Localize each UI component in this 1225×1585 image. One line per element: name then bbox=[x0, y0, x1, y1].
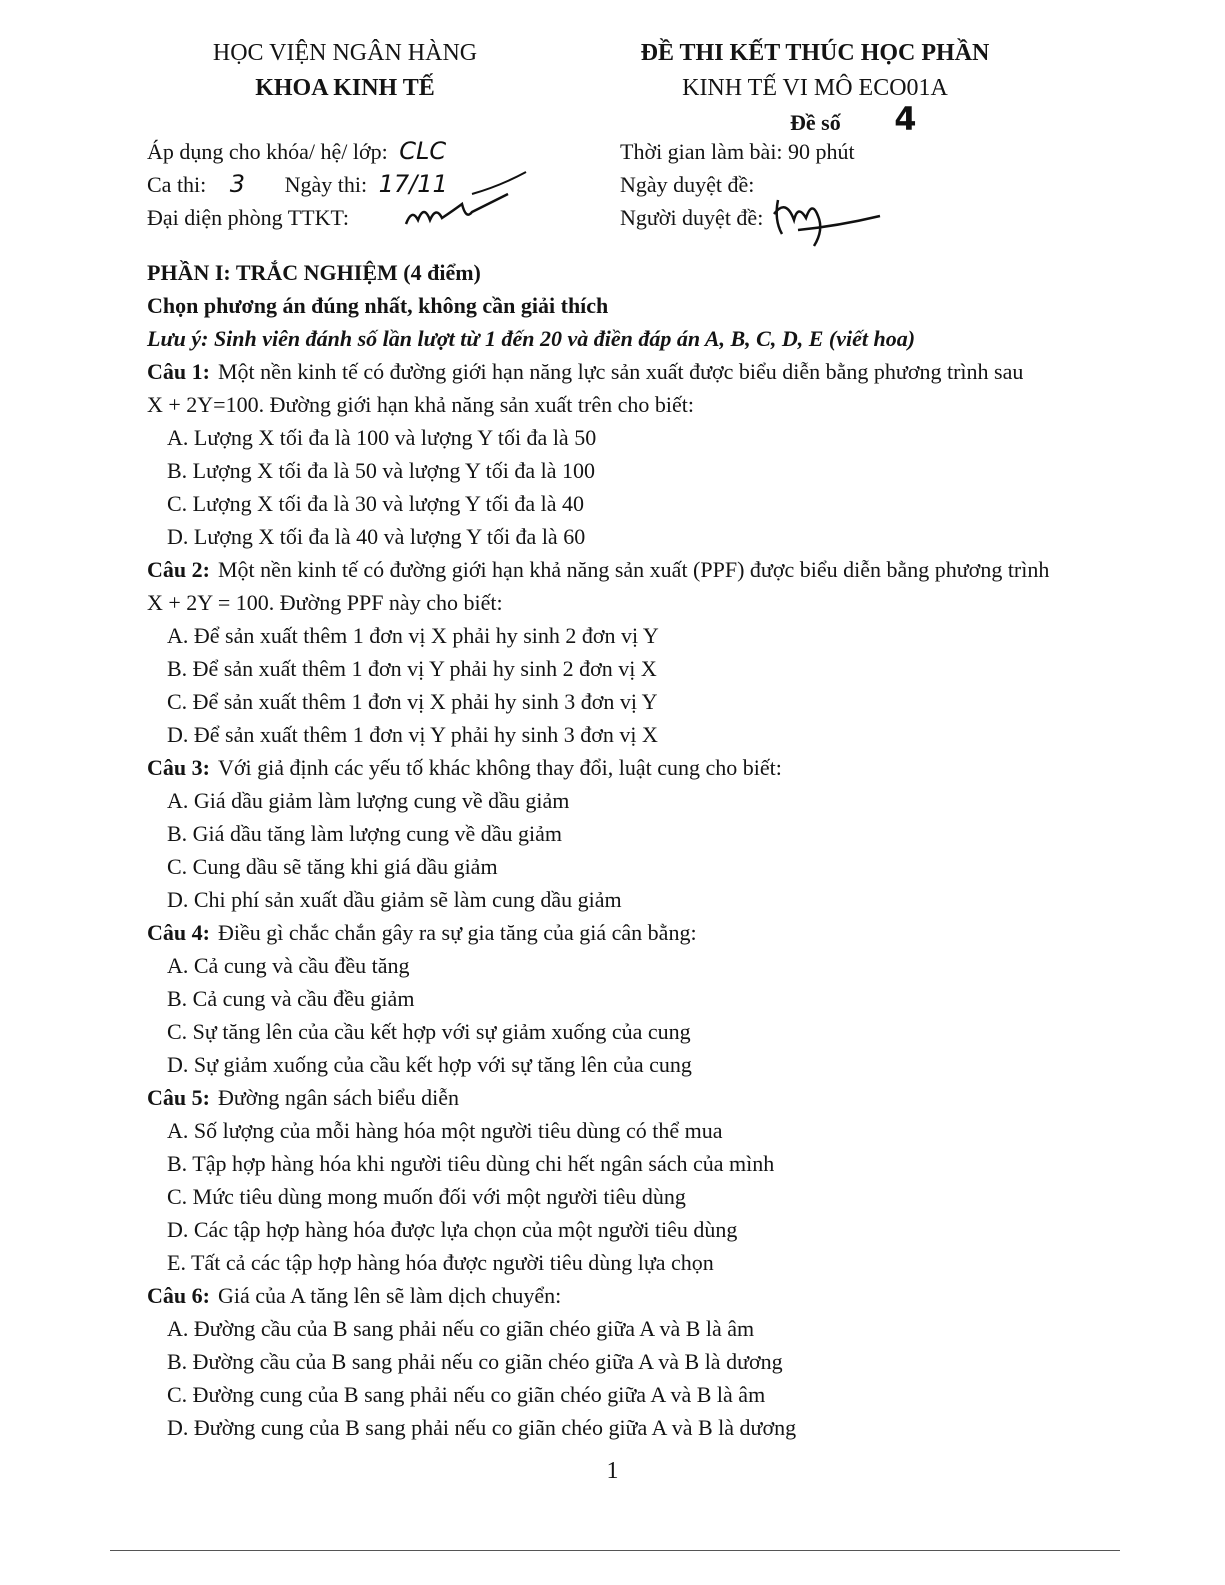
question-label: Câu 2: bbox=[147, 557, 210, 582]
answer-option: D. Sự giảm xuống của cầu kết hợp với sự tăng lên của cung bbox=[167, 1052, 692, 1077]
answer-option: C. Lượng X tối đa là 30 và lượng Y tối đa là 40 bbox=[167, 491, 584, 516]
part-instruction: Chọn phương án đúng nhất, không cần giải thích bbox=[147, 293, 609, 318]
time-label: Thời gian làm bài: 90 phút bbox=[620, 139, 855, 164]
exam-code-label: Đề số bbox=[790, 110, 841, 135]
exam-title: ĐỀ THI KẾT THÚC HỌC PHẦN bbox=[640, 40, 990, 66]
answer-option: B. Cả cung và cầu đều giảm bbox=[167, 986, 415, 1011]
question-label: Câu 4: bbox=[147, 920, 210, 945]
institution-name: HỌC VIỆN NGÂN HÀNG bbox=[212, 40, 478, 66]
faculty-name: KHOA KINH TẾ bbox=[255, 75, 435, 101]
page-number: 1 bbox=[606, 1458, 619, 1484]
answer-option: B. Để sản xuất thêm 1 đơn vị Y phải hy sinh 2 đơn vị X bbox=[167, 656, 657, 681]
question-4 bbox=[147, 916, 1107, 949]
answer-option: C. Để sản xuất thêm 1 đơn vị X phải hy sinh 3 đơn vị Y bbox=[167, 689, 658, 714]
answer-option: A. Giá dầu giảm làm lượng cung về dầu giảm bbox=[167, 788, 570, 813]
answer-option: D. Để sản xuất thêm 1 đơn vị Y phải hy sinh 3 đơn vị X bbox=[167, 722, 658, 747]
exam-code bbox=[790, 100, 916, 138]
rep-label: Đại diện phòng TTKT: bbox=[147, 205, 349, 230]
answer-option: B. Đường cầu của B sang phải nếu co giãn chéo giữa A và B là dương bbox=[167, 1349, 783, 1374]
approval-date-label: Ngày duyệt đề: bbox=[620, 172, 755, 197]
question-text: Một nền kinh tế có đường giới hạn năng lực sản xuất được biểu diễn bằng phương trình sau bbox=[217, 359, 1024, 384]
question-label: Câu 5: bbox=[147, 1085, 210, 1110]
answer-option: C. Mức tiêu dùng mong muốn đối với một người tiêu dùng bbox=[167, 1184, 686, 1209]
date-value: 17/11 bbox=[378, 170, 448, 198]
question-text: Một nền kinh tế có đường giới hạn khả năng sản xuất (PPF) được biểu diễn bằng phương trình bbox=[217, 557, 1050, 582]
answer-option: D. Chi phí sản xuất dầu giảm sẽ làm cung dầu giảm bbox=[167, 887, 622, 912]
answer-option: D. Lượng X tối đa là 40 và lượng Y tối đa là 60 bbox=[167, 524, 586, 549]
answer-option: C. Đường cung của B sang phải nếu co giãn chéo giữa A và B là âm bbox=[167, 1382, 766, 1407]
question-label: Câu 3: bbox=[147, 755, 210, 780]
course-value: CLC bbox=[399, 137, 447, 165]
answer-option: E. Tất cả các tập hợp hàng hóa được người tiêu dùng lựa chọn bbox=[167, 1250, 714, 1275]
question-text-cont: X + 2Y = 100. Đường PPF này cho biết: bbox=[147, 590, 503, 615]
question-text: Đường ngân sách biểu diễn bbox=[217, 1085, 460, 1110]
question-text: Với giả định các yếu tố khác không thay đổi, luật cung cho biết: bbox=[217, 755, 782, 780]
question-text-cont: X + 2Y=100. Đường giới hạn khả năng sản xuất trên cho biết: bbox=[147, 392, 694, 417]
rep-signature bbox=[402, 190, 512, 230]
answer-option: A. Để sản xuất thêm 1 đơn vị X phải hy sinh 2 đơn vị Y bbox=[167, 623, 659, 648]
date-label: Ngày thi: bbox=[284, 172, 368, 197]
exam-code-value: 4 bbox=[894, 100, 917, 138]
part-title: PHẦN I: TRẮC NGHIỆM (4 điểm) bbox=[147, 260, 481, 285]
approver-label: Người duyệt đề: bbox=[620, 205, 764, 230]
answer-option: A. Đường cầu của B sang phải nếu co giãn chéo giữa A và B là âm bbox=[167, 1316, 755, 1341]
course-label: Áp dụng cho khóa/ hệ/ lớp: bbox=[147, 139, 388, 164]
shift-value: 3 bbox=[229, 170, 246, 198]
footer-divider bbox=[110, 1550, 1120, 1551]
answer-option: B. Giá dầu tăng làm lượng cung về dầu giảm bbox=[167, 821, 563, 846]
shift-label: Ca thi: bbox=[147, 172, 207, 197]
question-text: Giá của A tăng lên sẽ làm dịch chuyển: bbox=[217, 1283, 562, 1308]
question-6 bbox=[147, 1279, 1107, 1312]
answer-option: A. Số lượng của mỗi hàng hóa một người tiêu dùng có thể mua bbox=[167, 1118, 723, 1143]
answer-option: C. Cung dầu sẽ tăng khi giá dầu giảm bbox=[167, 854, 498, 879]
question-1 bbox=[147, 355, 1107, 388]
answer-option: A. Lượng X tối đa là 100 và lượng Y tối đa là 50 bbox=[167, 425, 597, 450]
exam-content bbox=[147, 256, 1107, 1444]
question-text: Điều gì chắc chắn gây ra sự gia tăng của giá cân bằng: bbox=[217, 920, 697, 945]
question-label: Câu 6: bbox=[147, 1283, 210, 1308]
question-5 bbox=[147, 1081, 1107, 1114]
question-label: Câu 1: bbox=[147, 359, 210, 384]
exam-title-header bbox=[630, 36, 1000, 106]
answer-option: B. Lượng X tối đa là 50 và lượng Y tối đa là 100 bbox=[167, 458, 595, 483]
answer-option: D. Các tập hợp hàng hóa được lựa chọn của một người tiêu dùng bbox=[167, 1217, 738, 1242]
answer-option: B. Tập hợp hàng hóa khi người tiêu dùng chi hết ngân sách của mình bbox=[167, 1151, 775, 1176]
approver-signature bbox=[768, 190, 888, 252]
answer-option: A. Cả cung và cầu đều tăng bbox=[167, 953, 410, 978]
institution-header bbox=[190, 36, 500, 106]
question-2 bbox=[147, 553, 1107, 586]
question-3 bbox=[147, 751, 1107, 784]
answer-option: C. Sự tăng lên của cầu kết hợp với sự giảm xuống của cung bbox=[167, 1019, 691, 1044]
part-note: Lưu ý: Sinh viên đánh số lần lượt từ 1 đến 20 và điền đáp án A, B, C, D, E (viết hoa) bbox=[147, 326, 916, 351]
course-title: KINH TẾ VI MÔ ECO01A bbox=[682, 75, 948, 101]
answer-option: D. Đường cung của B sang phải nếu co giãn chéo giữa A và B là dương bbox=[167, 1415, 797, 1440]
